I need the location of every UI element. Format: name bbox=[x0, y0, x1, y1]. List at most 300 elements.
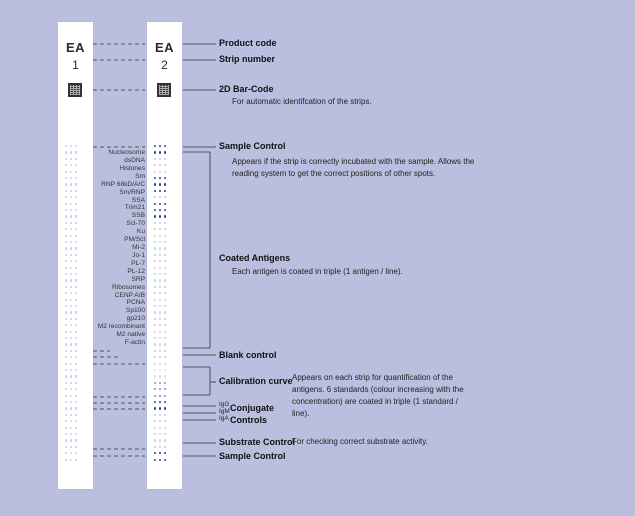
spot bbox=[70, 183, 72, 185]
spot bbox=[164, 209, 166, 211]
strip-2 bbox=[147, 22, 182, 489]
spot bbox=[65, 254, 67, 256]
spot bbox=[159, 177, 161, 179]
strip-1-product-code: EA bbox=[65, 40, 86, 55]
spot bbox=[65, 286, 67, 288]
spot bbox=[159, 299, 161, 301]
spot bbox=[75, 324, 77, 326]
spot bbox=[65, 183, 67, 185]
spot bbox=[75, 196, 77, 198]
spot bbox=[65, 279, 67, 281]
spot bbox=[154, 177, 156, 179]
spot bbox=[164, 356, 166, 358]
antigen-label: Histones bbox=[119, 164, 145, 172]
spot bbox=[75, 337, 77, 339]
antigen-label: SSB bbox=[131, 212, 145, 220]
spot bbox=[65, 190, 67, 192]
spot bbox=[164, 395, 166, 397]
spot bbox=[70, 158, 72, 160]
spot bbox=[154, 324, 156, 326]
spot bbox=[154, 203, 156, 205]
spot bbox=[159, 337, 161, 339]
spot bbox=[70, 267, 72, 269]
strip-2-number: 2 bbox=[161, 58, 168, 72]
spot bbox=[65, 299, 67, 301]
spot bbox=[159, 343, 161, 345]
spot bbox=[75, 151, 77, 153]
spot bbox=[75, 369, 77, 371]
spot bbox=[154, 235, 156, 237]
spot bbox=[164, 203, 166, 205]
spot bbox=[75, 177, 77, 179]
spot bbox=[154, 164, 156, 166]
antigen-label: SRP bbox=[131, 275, 145, 283]
spot bbox=[154, 183, 156, 185]
spot bbox=[154, 171, 156, 173]
spot bbox=[65, 375, 67, 377]
spot bbox=[159, 273, 161, 275]
antigen-label: Sm/RNP bbox=[119, 188, 145, 196]
spot bbox=[65, 241, 67, 243]
spot bbox=[70, 369, 72, 371]
spot bbox=[65, 171, 67, 173]
spot bbox=[154, 196, 156, 198]
spot bbox=[65, 318, 67, 320]
spot bbox=[164, 279, 166, 281]
spot bbox=[65, 292, 67, 294]
spot bbox=[164, 305, 166, 307]
spot bbox=[75, 395, 77, 397]
spot bbox=[70, 401, 72, 403]
spot bbox=[70, 427, 72, 429]
spot bbox=[65, 337, 67, 339]
antigen-label: Sm bbox=[135, 172, 145, 180]
spot bbox=[164, 407, 166, 409]
spot bbox=[65, 433, 67, 435]
spot bbox=[65, 401, 67, 403]
spot bbox=[65, 196, 67, 198]
spot bbox=[65, 158, 67, 160]
spot bbox=[65, 145, 67, 147]
spot bbox=[164, 318, 166, 320]
spot bbox=[70, 235, 72, 237]
spot bbox=[159, 228, 161, 230]
spot bbox=[75, 286, 77, 288]
spot bbox=[70, 299, 72, 301]
spot bbox=[65, 420, 67, 422]
spot bbox=[154, 241, 156, 243]
spot bbox=[164, 177, 166, 179]
label-iga: IgA bbox=[219, 415, 229, 422]
spot bbox=[75, 158, 77, 160]
spot bbox=[70, 318, 72, 320]
spot bbox=[65, 164, 67, 166]
spot bbox=[70, 459, 72, 461]
spot bbox=[70, 279, 72, 281]
spot bbox=[75, 299, 77, 301]
spot bbox=[75, 350, 77, 352]
spot bbox=[70, 145, 72, 147]
label-calibration-curve: Calibration curve bbox=[219, 376, 293, 386]
spot bbox=[164, 401, 166, 403]
spot bbox=[65, 203, 67, 205]
spot bbox=[154, 311, 156, 313]
spot bbox=[65, 369, 67, 371]
spot bbox=[159, 395, 161, 397]
spot bbox=[75, 439, 77, 441]
spot bbox=[75, 254, 77, 256]
spot bbox=[154, 222, 156, 224]
spot bbox=[154, 151, 156, 153]
spot bbox=[70, 254, 72, 256]
label-coated-antigens: Coated Antigens bbox=[219, 253, 291, 263]
spot bbox=[154, 318, 156, 320]
spot bbox=[70, 337, 72, 339]
spot bbox=[154, 407, 156, 409]
spot bbox=[164, 331, 166, 333]
spot bbox=[75, 209, 77, 211]
spot bbox=[70, 164, 72, 166]
spot bbox=[159, 375, 161, 377]
spot bbox=[154, 209, 156, 211]
spot bbox=[164, 324, 166, 326]
spot bbox=[154, 382, 156, 384]
spot bbox=[70, 177, 72, 179]
spot bbox=[70, 260, 72, 262]
spot bbox=[164, 414, 166, 416]
label-igg: IgG bbox=[219, 401, 230, 408]
antigen-label: M2 recombinant bbox=[97, 323, 145, 331]
spot bbox=[164, 273, 166, 275]
label-strip-number: Strip number bbox=[219, 54, 276, 64]
spot bbox=[75, 190, 77, 192]
spot bbox=[164, 260, 166, 262]
strip-1-number: 1 bbox=[72, 58, 79, 72]
spot bbox=[159, 171, 161, 173]
spot bbox=[164, 343, 166, 345]
spot bbox=[70, 311, 72, 313]
spot bbox=[159, 324, 161, 326]
spot bbox=[75, 267, 77, 269]
antigen-label: CENP A/B bbox=[114, 291, 145, 299]
spot bbox=[159, 407, 161, 409]
spot bbox=[154, 433, 156, 435]
label-sample-control-bottom: Sample Control bbox=[219, 451, 286, 461]
spot bbox=[164, 286, 166, 288]
spot bbox=[164, 439, 166, 441]
spot bbox=[65, 260, 67, 262]
spot bbox=[70, 433, 72, 435]
spot bbox=[65, 382, 67, 384]
spot bbox=[164, 164, 166, 166]
spot bbox=[75, 171, 77, 173]
spot bbox=[164, 267, 166, 269]
spot bbox=[65, 151, 67, 153]
spot bbox=[75, 241, 77, 243]
spot bbox=[164, 375, 166, 377]
spot bbox=[75, 446, 77, 448]
spot bbox=[154, 292, 156, 294]
spot bbox=[159, 222, 161, 224]
spot bbox=[164, 311, 166, 313]
spot bbox=[65, 363, 67, 365]
spot bbox=[164, 350, 166, 352]
spot bbox=[65, 305, 67, 307]
antigen-label: Mi-2 bbox=[132, 244, 145, 252]
antigen-label: Jo-1 bbox=[132, 251, 145, 259]
spot bbox=[70, 209, 72, 211]
spot bbox=[65, 459, 67, 461]
antigen-label: PCNA bbox=[126, 299, 145, 307]
label-controls: Controls bbox=[230, 415, 267, 425]
spot bbox=[70, 350, 72, 352]
spot bbox=[154, 414, 156, 416]
spot bbox=[154, 254, 156, 256]
spot bbox=[70, 395, 72, 397]
spot bbox=[65, 324, 67, 326]
antigen-label: SSA bbox=[131, 196, 145, 204]
strip-1 bbox=[58, 22, 93, 489]
spot bbox=[65, 414, 67, 416]
spot bbox=[75, 247, 77, 249]
spot bbox=[159, 151, 161, 153]
spot bbox=[75, 331, 77, 333]
spot bbox=[75, 414, 77, 416]
spot bbox=[75, 375, 77, 377]
spot bbox=[164, 382, 166, 384]
label-substrate-desc: For checking correct substrate activity. bbox=[292, 437, 428, 446]
spot bbox=[159, 183, 161, 185]
antigen-list bbox=[95, 0, 145, 516]
spot bbox=[154, 452, 156, 454]
spot bbox=[164, 183, 166, 185]
spot bbox=[70, 375, 72, 377]
spot bbox=[70, 452, 72, 454]
spot bbox=[154, 459, 156, 461]
spot bbox=[164, 292, 166, 294]
spot bbox=[70, 382, 72, 384]
label-calibration-desc: Appears on each strip for quantification of the antigens. 6 standards (colour increasing with the concentration) are coated in triple (1 standard / line). bbox=[292, 373, 464, 418]
spot bbox=[75, 382, 77, 384]
spot bbox=[70, 305, 72, 307]
spot bbox=[75, 388, 77, 390]
spot bbox=[159, 305, 161, 307]
spot bbox=[154, 273, 156, 275]
spot bbox=[65, 228, 67, 230]
spot bbox=[70, 241, 72, 243]
spot bbox=[70, 407, 72, 409]
spot bbox=[159, 254, 161, 256]
spot bbox=[70, 215, 72, 217]
spot bbox=[70, 247, 72, 249]
strip-2-product-code: EA bbox=[154, 40, 175, 55]
spot bbox=[65, 273, 67, 275]
spot bbox=[159, 196, 161, 198]
spot bbox=[159, 350, 161, 352]
spot bbox=[70, 343, 72, 345]
label-sample-control: Sample Control bbox=[219, 141, 286, 151]
spot bbox=[70, 286, 72, 288]
spot bbox=[70, 151, 72, 153]
antigen-label: Scl-70 bbox=[126, 220, 145, 228]
spot bbox=[164, 247, 166, 249]
label-conjugate: Conjugate bbox=[230, 403, 274, 413]
antigen-label: Ku bbox=[136, 228, 145, 236]
spot bbox=[70, 446, 72, 448]
spot bbox=[70, 363, 72, 365]
spot bbox=[159, 382, 161, 384]
antigen-label: RNP 68kD/A/C bbox=[101, 180, 145, 188]
spot bbox=[75, 427, 77, 429]
spot bbox=[154, 350, 156, 352]
spot bbox=[159, 247, 161, 249]
spot bbox=[65, 388, 67, 390]
antigen-label: dsDNA bbox=[124, 156, 145, 164]
spot bbox=[65, 247, 67, 249]
spot bbox=[159, 235, 161, 237]
spot bbox=[159, 331, 161, 333]
spot bbox=[75, 215, 77, 217]
spot bbox=[159, 286, 161, 288]
spot bbox=[75, 292, 77, 294]
strip-2-barcode-icon bbox=[157, 83, 171, 97]
spot bbox=[75, 183, 77, 185]
spot bbox=[154, 395, 156, 397]
spot bbox=[164, 158, 166, 160]
spot bbox=[154, 343, 156, 345]
spot bbox=[164, 222, 166, 224]
spot bbox=[164, 151, 166, 153]
spot bbox=[154, 260, 156, 262]
spot bbox=[159, 446, 161, 448]
spot bbox=[159, 318, 161, 320]
spot bbox=[65, 395, 67, 397]
spot bbox=[159, 452, 161, 454]
spot bbox=[75, 222, 77, 224]
spot bbox=[164, 337, 166, 339]
antigen-label: PM/Scl bbox=[124, 236, 145, 244]
spot bbox=[70, 273, 72, 275]
antigen-label: PL-12 bbox=[127, 267, 145, 275]
spot bbox=[70, 356, 72, 358]
spot bbox=[75, 235, 77, 237]
spot bbox=[75, 279, 77, 281]
spot bbox=[159, 279, 161, 281]
spot bbox=[154, 363, 156, 365]
spot bbox=[65, 222, 67, 224]
spot bbox=[75, 273, 77, 275]
spot bbox=[154, 337, 156, 339]
spot bbox=[65, 446, 67, 448]
spot bbox=[65, 209, 67, 211]
spot bbox=[159, 388, 161, 390]
spot bbox=[75, 260, 77, 262]
spot bbox=[154, 158, 156, 160]
spot bbox=[154, 145, 156, 147]
spot bbox=[65, 427, 67, 429]
spot bbox=[159, 260, 161, 262]
spot bbox=[70, 222, 72, 224]
spot bbox=[154, 190, 156, 192]
spot bbox=[70, 171, 72, 173]
spot bbox=[159, 158, 161, 160]
spot bbox=[164, 446, 166, 448]
antigen-label: Ribosomes bbox=[112, 283, 145, 291]
spot bbox=[65, 343, 67, 345]
label-coated-antigens-desc: Each antigen is coated in triple (1 antigen / line). bbox=[232, 267, 403, 276]
antigen-label: Trim21 bbox=[124, 204, 145, 212]
spot bbox=[159, 401, 161, 403]
spot bbox=[164, 363, 166, 365]
spot bbox=[70, 292, 72, 294]
strip-1-barcode-icon bbox=[68, 83, 82, 97]
spot bbox=[159, 420, 161, 422]
spot bbox=[65, 311, 67, 313]
spot bbox=[75, 228, 77, 230]
spot bbox=[159, 427, 161, 429]
label-substrate-control: Substrate Control bbox=[219, 437, 296, 447]
label-igm: IgM bbox=[219, 408, 230, 415]
spot bbox=[164, 215, 166, 217]
spot bbox=[159, 203, 161, 205]
label-sample-control-desc: Appears if the strip is correctly incubated with the sample. Allows the reading system to get the correct positions of other spots. bbox=[232, 157, 475, 178]
spot bbox=[164, 190, 166, 192]
spot bbox=[164, 420, 166, 422]
spot bbox=[154, 286, 156, 288]
spot bbox=[159, 433, 161, 435]
spot bbox=[164, 228, 166, 230]
spot bbox=[70, 228, 72, 230]
spot bbox=[164, 196, 166, 198]
spot bbox=[65, 350, 67, 352]
spot bbox=[154, 446, 156, 448]
spot bbox=[159, 241, 161, 243]
spot bbox=[154, 247, 156, 249]
spot bbox=[65, 215, 67, 217]
spot bbox=[159, 145, 161, 147]
spot bbox=[65, 439, 67, 441]
spot bbox=[159, 215, 161, 217]
antigen-label: Nucleosome bbox=[108, 149, 145, 156]
spot bbox=[154, 228, 156, 230]
spot bbox=[75, 452, 77, 454]
spot bbox=[159, 292, 161, 294]
spot bbox=[75, 311, 77, 313]
spot bbox=[65, 356, 67, 358]
spot bbox=[154, 299, 156, 301]
spot bbox=[154, 401, 156, 403]
spot bbox=[154, 388, 156, 390]
spot bbox=[70, 190, 72, 192]
spot bbox=[159, 190, 161, 192]
spot bbox=[159, 369, 161, 371]
spot bbox=[70, 414, 72, 416]
spot bbox=[75, 164, 77, 166]
spot bbox=[164, 299, 166, 301]
spot bbox=[159, 164, 161, 166]
spot bbox=[65, 235, 67, 237]
spot bbox=[65, 177, 67, 179]
antigen-label: Sp100 bbox=[125, 307, 145, 315]
spot bbox=[70, 324, 72, 326]
spot bbox=[154, 375, 156, 377]
spot bbox=[75, 363, 77, 365]
label-blank-control: Blank control bbox=[219, 350, 277, 360]
spot bbox=[164, 388, 166, 390]
spot bbox=[164, 369, 166, 371]
antigen-label: F-actin bbox=[124, 339, 145, 347]
spot bbox=[75, 433, 77, 435]
